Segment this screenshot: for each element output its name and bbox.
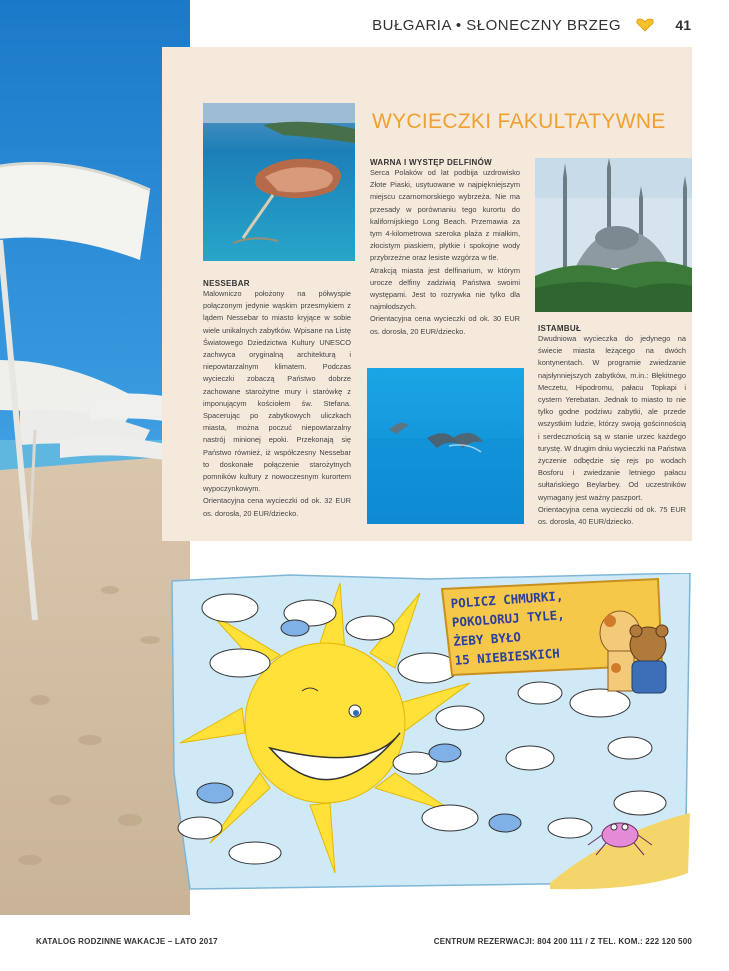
istambul-title: ISTAMBUŁ [538,324,582,333]
page-header-title: BUŁGARIA • SŁONECZNY BRZEG [372,17,621,34]
warna-title: WARNA I WYSTĘP DELFINÓW [370,158,493,167]
istambul-description: Dwudniowa wycieczka do jedynego na świecie miasta leżącego na dwóch kontynentach. W programie zwiedzanie najsłynniejszych zabytków, m.in.: Błękitnego Meczetu, Hipodromu, pałacu Topkapi i cystern Yerebatan. Jednak to miasto to nie tylko godne podziwu zabytki, ale przede wszystkim ludzie, którzy swoją gościnnością i serdecznością są w stanie urzec każdego turystę. W drugim dniu wycieczki na Państwa życzenie odbędzie się rejs po wodach Bosforu i zwiedzanie letniego pałacu sułtańskiego Beylarbey. Od uczestników wymagany jest ważny paszport. [538,334,686,502]
footer-booking-phone: CENTRUM REZERWACJI: 804 200 111 / Z TEL. KOM.: 222 120 500 [433,937,692,946]
istanbul-mosque-photo [535,158,692,312]
logo-heart-icon [636,18,654,32]
dolphins-photo [367,368,524,524]
kids-activity-instruction: POLICZ CHMURKI, POKOLORUJ TYLE, ŻEBY BYŁO 15 NIEBIESKICH [450,588,566,668]
kids-activity-box [170,573,692,893]
nessebar-photo [203,103,355,261]
nessebar-description: Malowniczo położony na półwyspie połączonym jedynie wąskim przesmykiem z lądem Nessebar to miasto kryjące w sobie wiele unikalnych zabytków. Wpisane na Listę Światowego Dziedzictwa Kultury UNESCO zachwyca oryginalną architekturą i niepowtarzalnym klimatem. Podczas wycieczki zobaczą Państwo dobrze zachowane starożytne mury i starówkę z imponującym kościołem św. Stefana. Spacerując po zabytkowych uliczkach miasta, można poczuć niepowtarzalny nastrój minionej epoki. Przekonają się Państwo również, iż współczesny Nessebar to doskonałe połączenie starożytnych pomników kultury z nowoczesnym kurortem wypoczynkowym. [203,289,351,494]
footer-catalog-title: KATALOG RODZINNE WAKACJE – LATO 2017 [36,937,218,946]
section-title: WYCIECZKI FAKULTATYWNE [372,110,666,133]
nessebar-title: NESSEBAR [203,279,250,288]
istambul-price: Orientacyjna cena wycieczki od ok. 75 EUR os. dorosła, 40 EUR/dziecko. [538,504,686,527]
warna-price: Orientacyjna cena wycieczki od ok. 30 EUR os. dorosła, 20 EUR/dziecko. [370,314,520,336]
warna-excursion [370,158,520,338]
nessebar-price: Orientacyjna cena wycieczki od ok. 32 EUR os. dorosła, 20 EUR/dziecko. [203,496,351,518]
warna-description: Serca Polaków od lat podbija uzdrowisko Złote Piaski, usytuowane w najpiękniejszym miejscu czarnomorskiego wybrzeża. Nie ma przesady w porównaniu tego kurortu do kalifornijskiego Long Beach. Przemawia za tym 4-kilometrowa szeroka plaża z miałkim, złocistym piaskiem, płytkie i spokojne wody przybrzeżne oraz lesiste wzgórza w tle. [370,168,520,263]
warna-dolphinarium: Atrakcją miasta jest delfinarium, w którym urocze delfiny zadziwią Państwa swoimi występami. Jest to rozrywka nie tylko dla najmłodszych. [370,265,520,312]
istambul-excursion [538,324,686,528]
nessebar-excursion [203,279,351,520]
page-number: 41 [675,17,691,33]
